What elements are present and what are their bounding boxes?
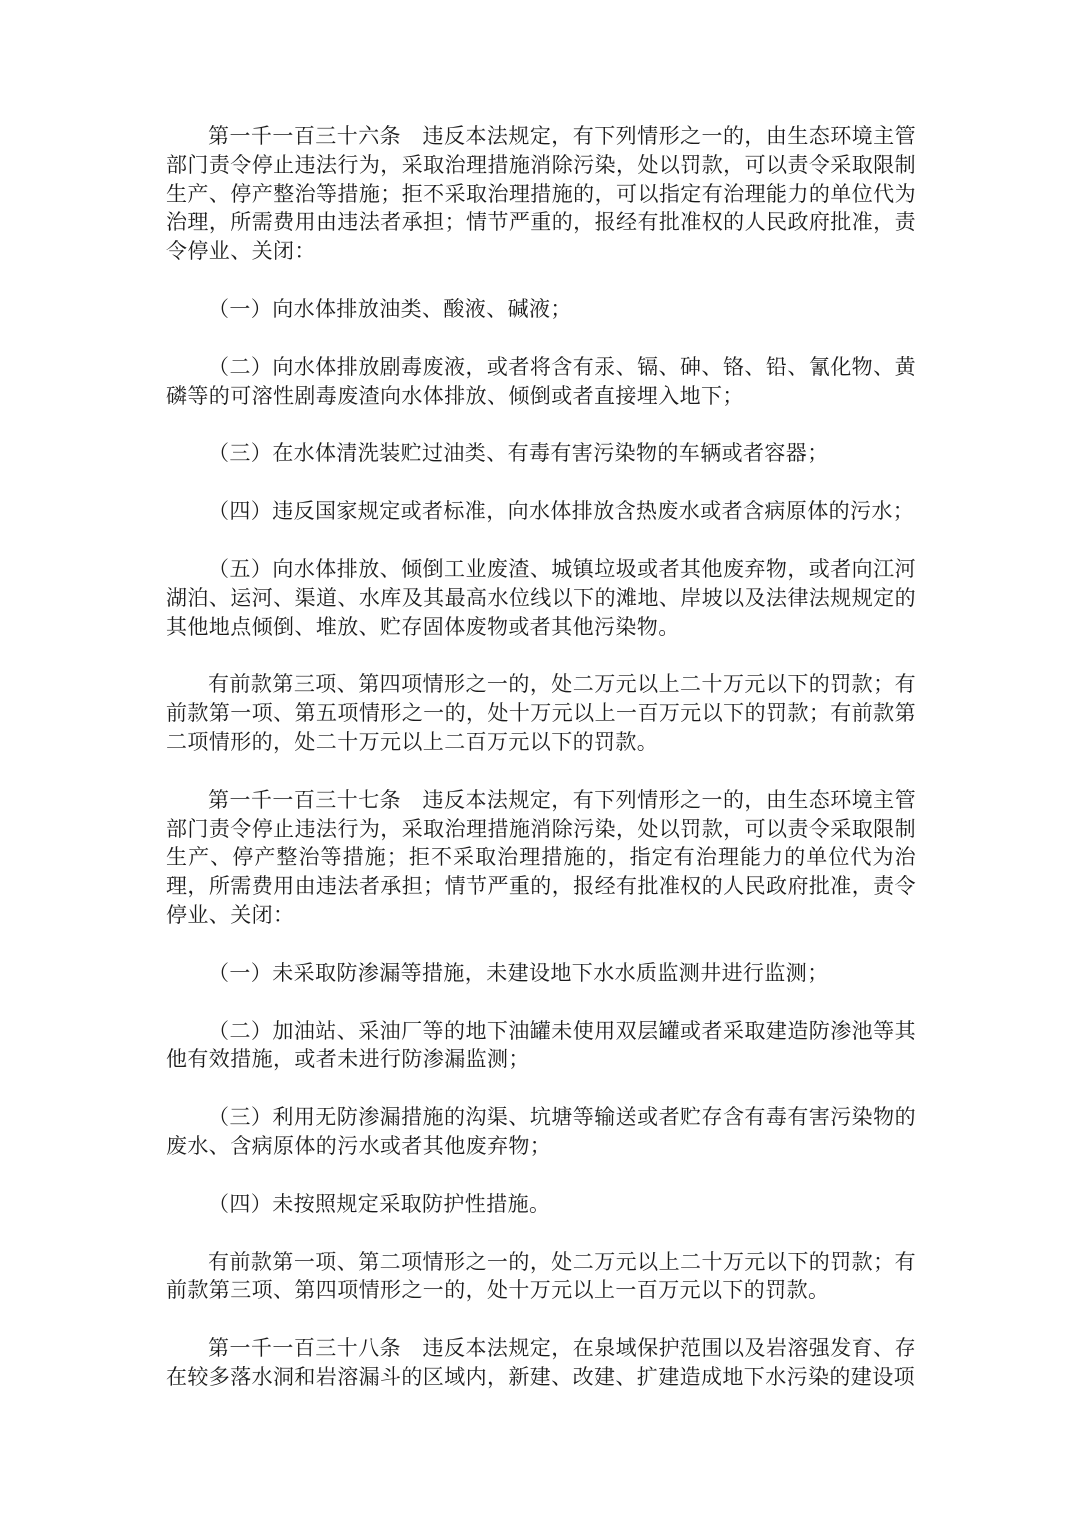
article-1136-item-4: （四）违反国家规定或者标准，向水体排放含热废水或者含病原体的污水；	[208, 499, 915, 524]
article-1136-penalty: 有前款第三项、第四项情形之一的，处二万元以上二十万元以下的罚款；有前款第一项、第五项情形之一的，处十万元以上一百万元以下的罚款；有前款第二项情形的，处二十万元以上二百万元以下的罚款。	[166, 672, 916, 754]
article-1136-item-5: （五）向水体排放、倾倒工业废渣、城镇垃圾或者其他废弃物，或者向江河湖泊、运河、渠道、水库及其最高水位线以下的滩地、岸坡以及法律法规规定的其他地点倾倒、堆放、贮存固体废物或者其他污染物。	[166, 556, 916, 639]
article-1137-text: 第一千一百三十七条 违反本法规定，有下列情形之一的，由生态环境主管部门责令停止违法行为，采取治理措施消除污染，处以罚款，可以责令采取限制生产、停产整治等措施；拒不采取治理措施的，指定有治理能力的单位代为治理，所需费用由违法者承担；情节严重的，报经有批准权的人民政府批准，责令停业、关闭：	[166, 787, 916, 927]
article-1137-item-2: （二）加油站、采油厂等的地下油罐未使用双层罐或者采取建造防渗池等其他有效措施，或者未进行防渗漏监测；	[166, 1018, 916, 1072]
article-1138-text: 第一千一百三十八条 违反本法规定，在泉域保护范围以及岩溶强发育、存在较多落水洞和岩溶漏斗的区域内，新建、改建、扩建造成地下水污染的建设项	[166, 1336, 916, 1389]
article-1137-penalty: 有前款第一项、第二项情形之一的，处二万元以上二十万元以下的罚款；有前款第三项、第四项情形之一的，处十万元以上一百万元以下的罚款。	[166, 1249, 916, 1303]
article-1137-item-3: （三）利用无防渗漏措施的沟渠、坑塘等输送或者贮存含有毒有害污染物的废水、含病原体的污水或者其他废弃物；	[166, 1105, 916, 1158]
article-1137-item-4: （四）未按照规定采取防护性措施。	[208, 1191, 551, 1216]
article-1136-item-1: （一）向水体排放油类、酸液、碱液；	[208, 296, 572, 321]
article-1136-text: 第一千一百三十六条 违反本法规定，有下列情形之一的，由生态环境主管部门责令停止违法行为，采取治理措施消除污染，处以罚款，可以责令采取限制生产、停产整治等措施；拒不采取治理措施的，可以指定有治理能力的单位代为治理，所需费用由违法者承担；情节严重的，报经有批准权的人民政府批准，责令停业、关闭：	[166, 124, 916, 264]
article-1137-item-1: （一）未采取防渗漏等措施，未建设地下水水质监测井进行监测；	[208, 960, 829, 985]
article-1136-item-2: （二）向水体排放剧毒废液，或者将含有汞、镉、砷、铬、铅、氰化物、黄磷等的可溶性剧毒废渣向水体排放、倾倒或者直接埋入地下；	[166, 354, 916, 408]
article-1136-item-3: （三）在水体清洗装贮过油类、有毒有害污染物的车辆或者容器；	[208, 441, 829, 466]
document-page	[166, 122, 916, 1392]
